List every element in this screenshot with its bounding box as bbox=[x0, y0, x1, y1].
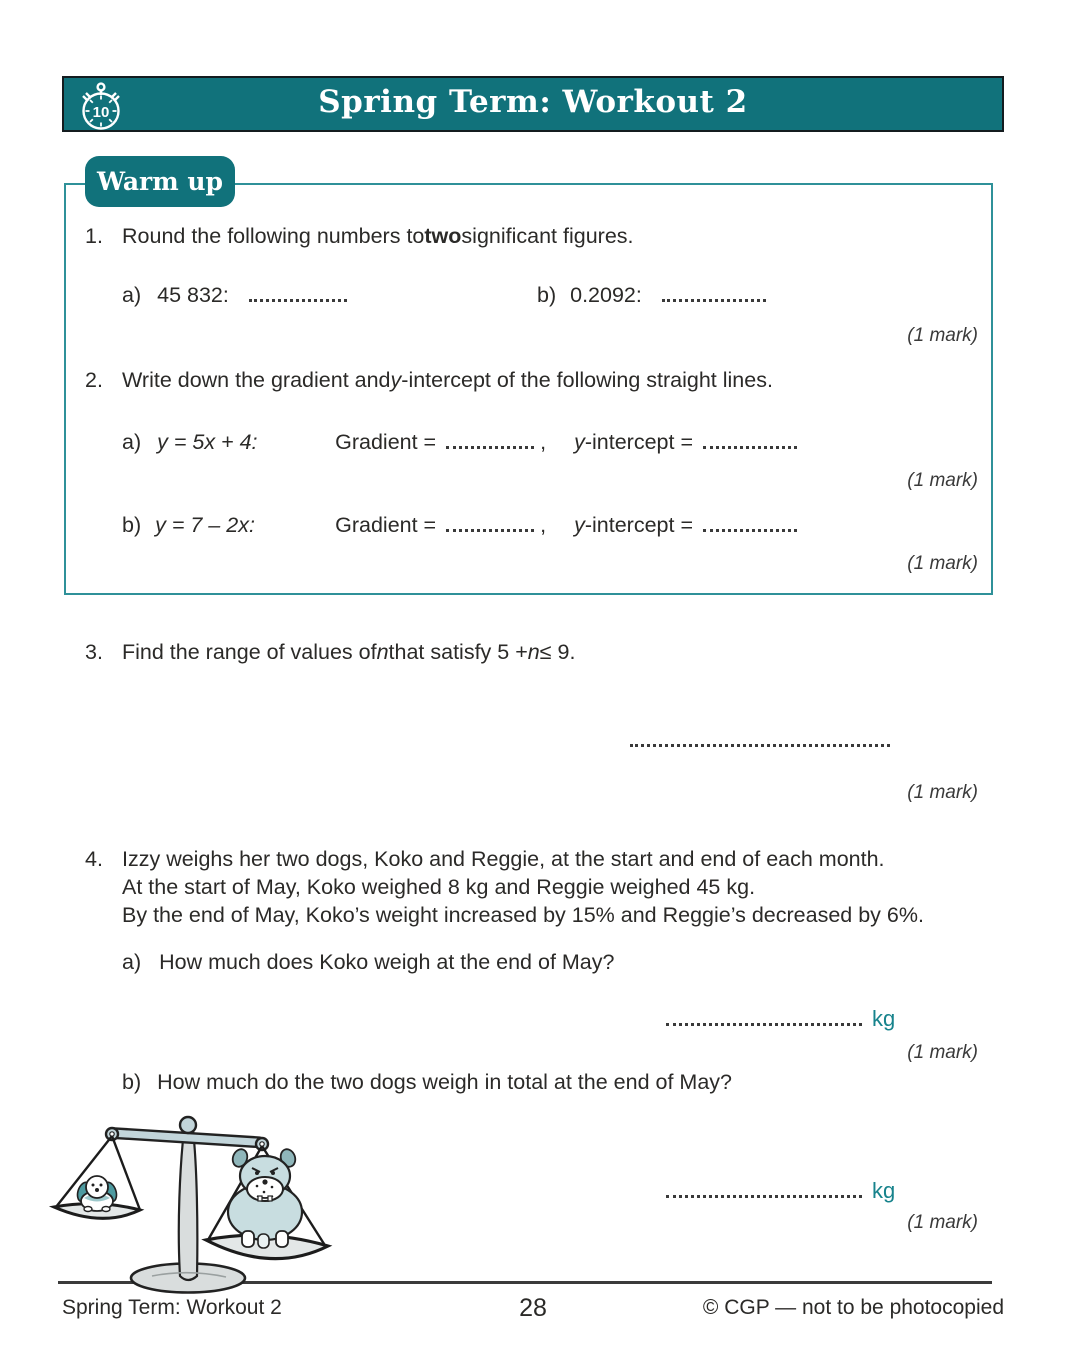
question-2-text-part2: -intercept of the following straight lines. bbox=[401, 368, 773, 392]
part-b-label: b) bbox=[122, 513, 142, 537]
question-3-var2: n bbox=[527, 640, 540, 664]
answer-line-q1b[interactable] bbox=[662, 299, 766, 302]
footer-worksheet-title: Spring Term: Workout 2 bbox=[62, 1296, 282, 1319]
part-a-label: a) bbox=[122, 283, 142, 307]
question-2-text-part1: Write down the gradient and bbox=[122, 368, 391, 392]
intercept-label: -intercept = bbox=[584, 513, 694, 537]
question-4-line2: At the start of May, Koko weighed 8 kg and Reggie weighed 45 kg. bbox=[122, 875, 756, 899]
question-1b-value: 0.2092: bbox=[570, 283, 642, 307]
question-4a-answer bbox=[666, 1006, 895, 1032]
question-1-stem bbox=[85, 224, 634, 249]
question-4a-mark: (1 mark) bbox=[907, 1042, 978, 1063]
gradient-label: Gradient = bbox=[335, 513, 437, 537]
question-2-text-var: y bbox=[390, 368, 402, 392]
question-1-mark: (1 mark) bbox=[907, 325, 978, 346]
question-4-text bbox=[122, 845, 967, 929]
question-3-number: 3. bbox=[85, 640, 103, 664]
question-2a-mark: (1 mark) bbox=[907, 470, 978, 491]
question-3-text-part2: that satisfy 5 + bbox=[388, 640, 528, 664]
question-1-text-part2: significant figures. bbox=[461, 224, 634, 248]
part-b-label: b) bbox=[122, 1070, 142, 1094]
question-4b bbox=[122, 1070, 732, 1095]
part-a-label: a) bbox=[122, 950, 142, 974]
answer-line-q1a[interactable] bbox=[249, 299, 347, 302]
kg-unit-label: kg bbox=[872, 1006, 896, 1031]
question-2-number: 2. bbox=[85, 368, 103, 392]
question-4-stem bbox=[85, 845, 967, 929]
question-3-text-part1: Find the range of values of bbox=[122, 640, 377, 664]
question-4a-text: How much does Koko weigh at the end of May? bbox=[159, 950, 615, 974]
question-3-mark: (1 mark) bbox=[907, 782, 978, 803]
question-2-stem bbox=[85, 368, 773, 393]
question-1-text-part1: Round the following numbers to bbox=[122, 224, 425, 248]
question-2b-mark: (1 mark) bbox=[907, 553, 978, 574]
answer-line-q2b-intercept[interactable] bbox=[703, 529, 797, 532]
footer-page-number: 28 bbox=[519, 1294, 547, 1322]
question-1a bbox=[122, 283, 347, 308]
bulldog-reggie-illustration bbox=[228, 1147, 302, 1248]
question-4-line3: By the end of May, Koko’s weight increased by 15% and Reggie’s decreased by 6%. bbox=[122, 903, 924, 927]
question-1b bbox=[537, 283, 766, 308]
question-2a-equation: y = 5x + 4: bbox=[157, 430, 258, 454]
question-4b-text: How much do the two dogs weigh in total at the end of May? bbox=[157, 1070, 732, 1094]
answer-line-q4a[interactable] bbox=[666, 1023, 862, 1026]
question-3-text-part3: ≤ 9. bbox=[539, 640, 576, 664]
balance-scale-illustration bbox=[36, 1106, 406, 1301]
timer-minutes-label: 10 bbox=[92, 104, 110, 121]
answer-line-q3[interactable] bbox=[630, 744, 890, 747]
question-1-text-bold: two bbox=[424, 224, 462, 248]
answer-line-q2a-gradient[interactable] bbox=[446, 446, 534, 449]
kg-unit-label: kg bbox=[872, 1178, 896, 1203]
comma-separator: , bbox=[540, 513, 547, 537]
part-b-label: b) bbox=[537, 283, 557, 307]
answer-line-q2b-gradient[interactable] bbox=[446, 529, 534, 532]
question-1a-value: 45 832: bbox=[157, 283, 229, 307]
question-4-number: 4. bbox=[85, 847, 103, 871]
intercept-var: y bbox=[574, 430, 585, 454]
question-4b-mark: (1 mark) bbox=[907, 1212, 978, 1233]
question-2b bbox=[122, 513, 797, 538]
comma-separator: , bbox=[540, 430, 547, 454]
question-2a bbox=[122, 430, 797, 455]
question-1-number: 1. bbox=[85, 224, 103, 248]
footer-copyright: © CGP — not to be photocopied bbox=[702, 1296, 1004, 1319]
header-bar bbox=[62, 76, 1004, 132]
gradient-label: Gradient = bbox=[335, 430, 437, 454]
question-4-line1: Izzy weighs her two dogs, Koko and Reggie, at the start and end of each month. bbox=[122, 847, 885, 871]
answer-line-q2a-intercept[interactable] bbox=[703, 446, 797, 449]
page-title: Spring Term: Workout 2 bbox=[318, 84, 748, 120]
question-4a bbox=[122, 950, 614, 975]
answer-line-q4b[interactable] bbox=[666, 1195, 862, 1198]
question-2b-equation: y = 7 – 2x: bbox=[155, 513, 255, 537]
intercept-label: -intercept = bbox=[584, 430, 694, 454]
question-4b-answer bbox=[666, 1178, 895, 1204]
part-a-label: a) bbox=[122, 430, 142, 454]
question-3-stem bbox=[85, 640, 575, 665]
intercept-var: y bbox=[574, 513, 585, 537]
warm-up-badge: Warm up bbox=[85, 156, 235, 207]
question-3-var1: n bbox=[376, 640, 389, 664]
